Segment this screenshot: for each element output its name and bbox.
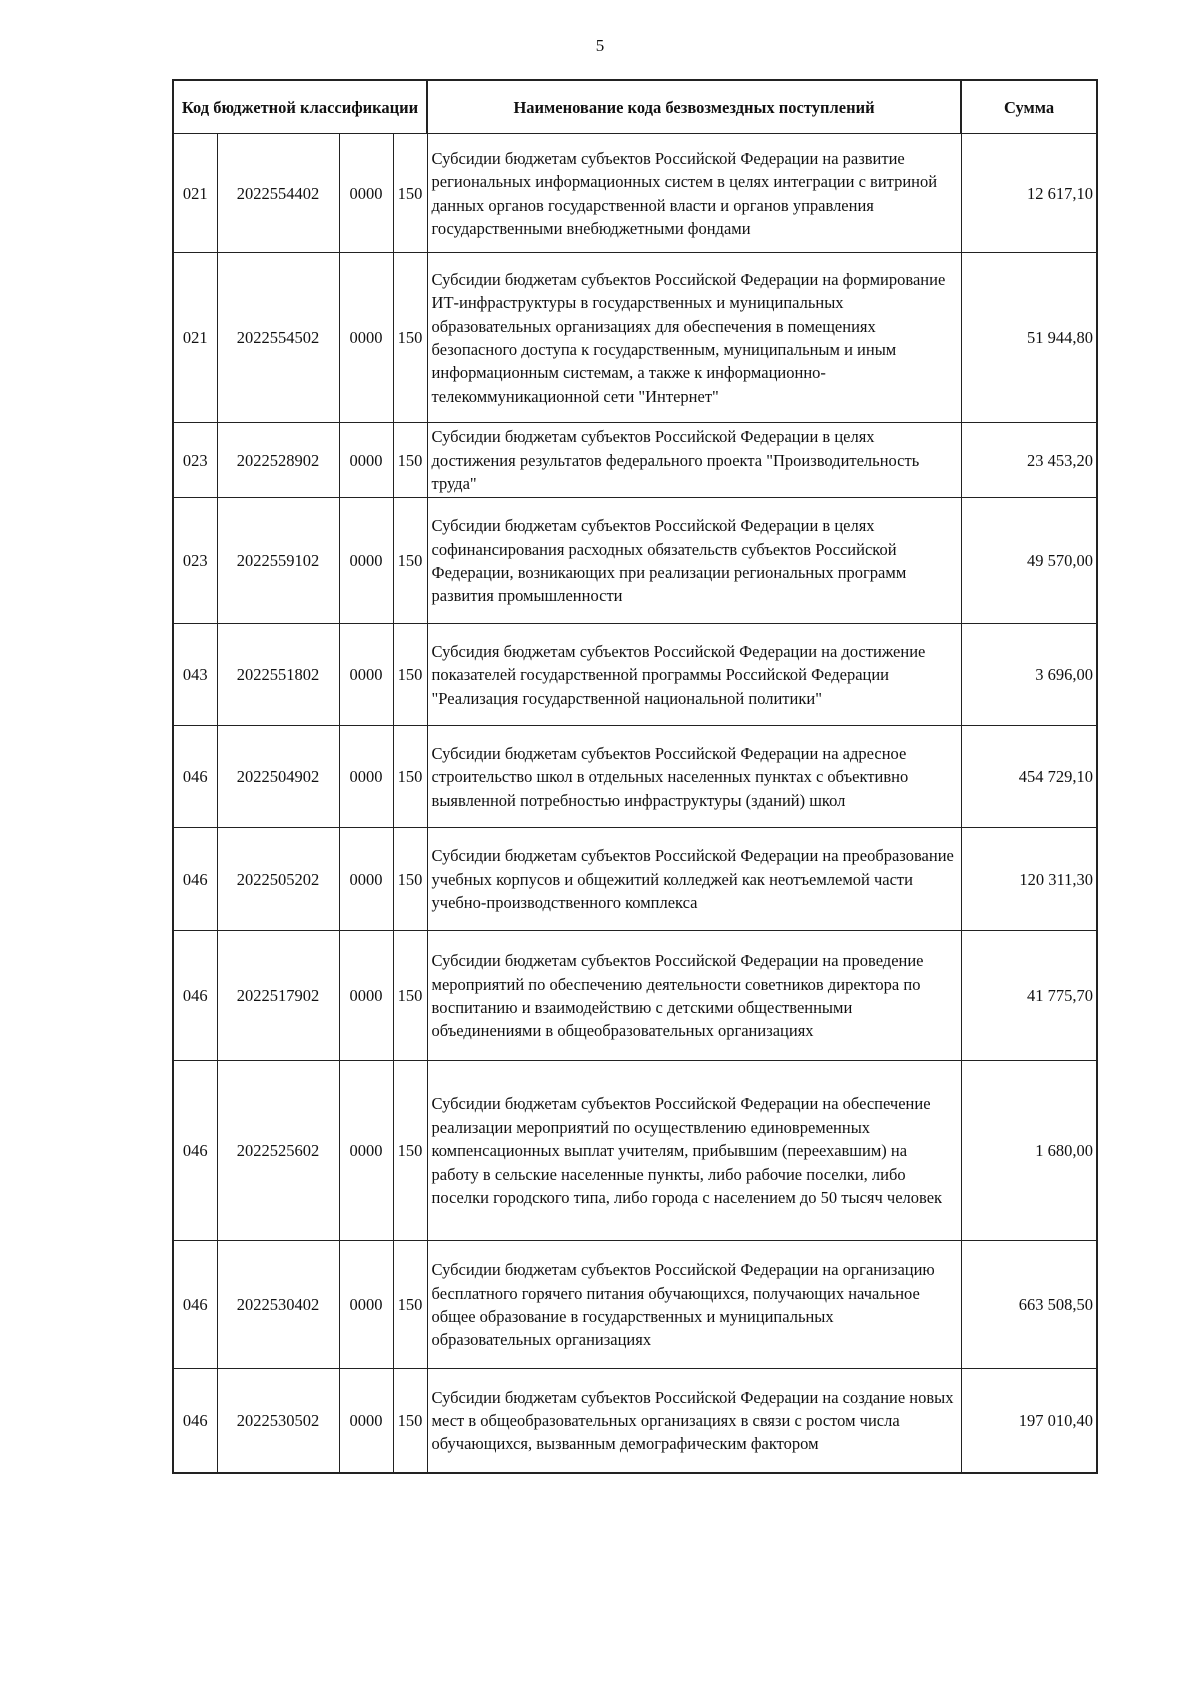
table-row [173,726,1097,828]
table-row [173,828,1097,931]
amount-cell: 1 680,00 [961,1061,1097,1241]
budget-code-cell: 2022528902 [217,423,339,498]
table-row [173,498,1097,624]
amount-cell: 454 729,10 [961,726,1097,828]
revenue-name-cell: Субсидии бюджетам субъектов Российской Федерации на развитие региональных информационных систем в целях интеграции с витриной данных органов государственной власти и органов управления государственными внебюджетными фондами [427,134,961,253]
amount-cell: 12 617,10 [961,134,1097,253]
admin-code-cell: 046 [173,828,217,931]
budget-code-cell: 2022504902 [217,726,339,828]
kosgu-code-cell: 150 [393,134,427,253]
admin-code-cell: 046 [173,1369,217,1473]
revenue-name-cell: Субсидии бюджетам субъектов Российской Федерации на формирование ИТ-инфраструктуры в государственных и муниципальных образовательных организациях для обеспечения в помещениях безопасного доступа к государственным, муниципальным и иным информационным системам, а также к информационно-телекоммуникационной сети "Интернет" [427,253,961,423]
revenue-name-cell: Субсидии бюджетам субъектов Российской Федерации на адресное строительство школ в отдельных населенных пунктах с объективно выявленной потребностью инфраструктуры (зданий) школ [427,726,961,828]
kosgu-code-cell: 150 [393,423,427,498]
kosgu-code-cell: 150 [393,498,427,624]
budget-code-cell: 2022525602 [217,1061,339,1241]
program-code-cell: 0000 [339,931,393,1061]
kosgu-code-cell: 150 [393,253,427,423]
amount-cell: 49 570,00 [961,498,1097,624]
page-number: 5 [595,36,605,55]
program-code-cell: 0000 [339,134,393,253]
admin-code-cell: 023 [173,498,217,624]
budget-code-cell: 2022551802 [217,624,339,726]
program-code-cell: 0000 [339,498,393,624]
kosgu-code-cell: 150 [393,1061,427,1241]
budget-code-cell: 2022517902 [217,931,339,1061]
amount-cell: 51 944,80 [961,253,1097,423]
budget-code-cell: 2022530502 [217,1369,339,1473]
table-row [173,253,1097,423]
budget-code-cell: 2022554402 [217,134,339,253]
kosgu-code-cell: 150 [393,828,427,931]
revenue-name-cell: Субсидии бюджетам субъектов Российской Федерации на преобразование учебных корпусов и общежитий колледжей как неотъемлемой части учебно-производственного комплекса [427,828,961,931]
program-code-cell: 0000 [339,423,393,498]
table-row [173,931,1097,1061]
amount-cell: 197 010,40 [961,1369,1097,1473]
program-code-cell: 0000 [339,1061,393,1241]
revenue-name-cell: Субсидии бюджетам субъектов Российской Федерации на организацию бесплатного горячего питания обучающихся, получающих начальное общее образование в государственных и муниципальных образовательных организациях [427,1241,961,1369]
table-row [173,1369,1097,1473]
kosgu-code-cell: 150 [393,726,427,828]
header-amount: Сумма [961,80,1097,134]
kosgu-code-cell: 150 [393,1369,427,1473]
amount-cell: 3 696,00 [961,624,1097,726]
budget-code-cell: 2022505202 [217,828,339,931]
table-row [173,1241,1097,1369]
kosgu-code-cell: 150 [393,624,427,726]
table-row [173,1061,1097,1241]
header-budget-code: Код бюджетной классификации [173,80,427,134]
amount-cell: 663 508,50 [961,1241,1097,1369]
program-code-cell: 0000 [339,1241,393,1369]
program-code-cell: 0000 [339,253,393,423]
kosgu-code-cell: 150 [393,1241,427,1369]
admin-code-cell: 021 [173,253,217,423]
amount-cell: 120 311,30 [961,828,1097,931]
admin-code-cell: 046 [173,726,217,828]
revenue-name-cell: Субсидии бюджетам субъектов Российской Федерации на создание новых мест в общеобразовательных организациях в связи с ростом числа обучающихся, вызванным демографическим фактором [427,1369,961,1473]
admin-code-cell: 043 [173,624,217,726]
budget-revenue-table [172,79,1098,1474]
admin-code-cell: 046 [173,1061,217,1241]
budget-code-cell: 2022559102 [217,498,339,624]
table-row [173,423,1097,498]
table-header-row [173,80,1097,134]
revenue-name-cell: Субсидии бюджетам субъектов Российской Федерации в целях достижения результатов федерального проекта "Производительность труда" [427,423,961,498]
kosgu-code-cell: 150 [393,931,427,1061]
amount-cell: 23 453,20 [961,423,1097,498]
header-revenue-name: Наименование кода безвозмездных поступлений [427,80,961,134]
admin-code-cell: 023 [173,423,217,498]
budget-code-cell: 2022530402 [217,1241,339,1369]
amount-cell: 41 775,70 [961,931,1097,1061]
program-code-cell: 0000 [339,1369,393,1473]
program-code-cell: 0000 [339,828,393,931]
revenue-name-cell: Субсидии бюджетам субъектов Российской Федерации в целях софинансирования расходных обязательств субъектов Российской Федерации, возникающих при реализации региональных программ развития промышленности [427,498,961,624]
revenue-name-cell: Субсидия бюджетам субъектов Российской Федерации на достижение показателей государственной программы Российской Федерации "Реализация государственной национальной политики" [427,624,961,726]
revenue-name-cell: Субсидии бюджетам субъектов Российской Федерации на проведение мероприятий по обеспечению деятельности советников директора по воспитанию и взаимодействию с детскими общественными объединениями в общеобразовательных организациях [427,931,961,1061]
admin-code-cell: 021 [173,134,217,253]
table-row [173,624,1097,726]
program-code-cell: 0000 [339,624,393,726]
table-row [173,134,1097,253]
program-code-cell: 0000 [339,726,393,828]
admin-code-cell: 046 [173,1241,217,1369]
admin-code-cell: 046 [173,931,217,1061]
budget-code-cell: 2022554502 [217,253,339,423]
revenue-name-cell: Субсидии бюджетам субъектов Российской Федерации на обеспечение реализации мероприятий по осуществлению единовременных компенсационных выплат учителям, прибывшим (переехавшим) на работу в сельские населенные пункты, либо рабочие поселки, либо поселки городского типа, либо города с населением до 50 тысяч человек [427,1061,961,1241]
